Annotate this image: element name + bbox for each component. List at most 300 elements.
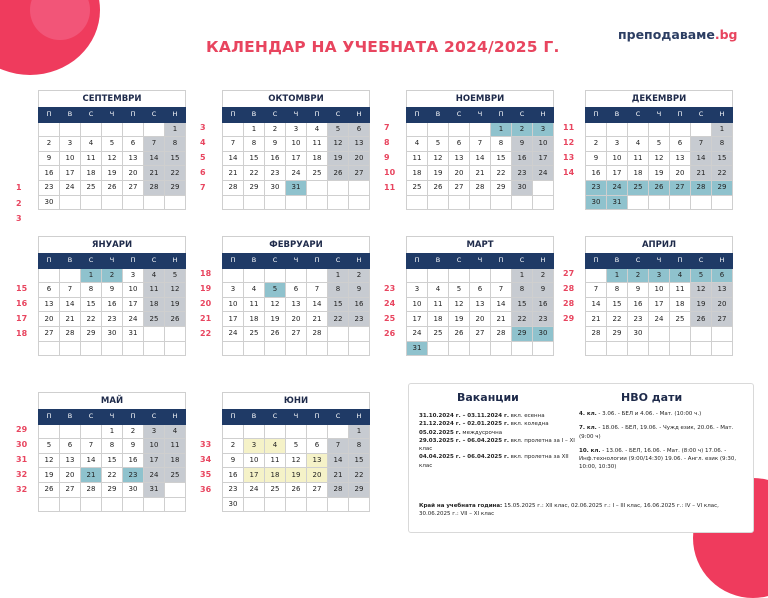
empty-cell	[165, 326, 186, 341]
empty-cell	[407, 268, 428, 283]
day-cell: 30	[586, 195, 607, 210]
week-number: 2	[16, 198, 22, 208]
day-cell: 11	[165, 439, 186, 454]
day-cell: 30	[102, 326, 123, 341]
week-number: 7	[384, 123, 390, 132]
day-cell: 28	[328, 482, 349, 497]
day-cell: 13	[60, 453, 81, 468]
week-number: 21	[200, 314, 212, 324]
week-number: 18	[16, 329, 28, 339]
weekday-header: П	[223, 108, 244, 123]
day-cell: 29	[712, 180, 733, 195]
day-cell: 4	[265, 439, 286, 454]
day-cell: 30	[628, 326, 649, 341]
empty-cell	[649, 326, 670, 341]
empty-cell	[533, 341, 554, 356]
empty-cell	[244, 268, 265, 283]
empty-cell	[81, 122, 102, 137]
weekday-header: Н	[349, 254, 370, 269]
day-cell: 6	[60, 439, 81, 454]
week-number: 34	[200, 455, 212, 465]
day-cell: 22	[491, 166, 512, 181]
day-cell: 17	[533, 151, 554, 166]
month-grid	[222, 253, 370, 356]
day-cell: 16	[349, 297, 370, 312]
week-number: 22	[200, 329, 212, 339]
day-cell: 23	[123, 468, 144, 483]
month-name: ЮНИ	[222, 392, 370, 409]
empty-cell	[60, 341, 81, 356]
weekday-header: С	[81, 108, 102, 123]
weekday-header: Ч	[102, 410, 123, 425]
day-cell: 9	[123, 439, 144, 454]
day-cell: 17	[244, 468, 265, 483]
day-cell: 6	[286, 283, 307, 298]
week-number: 27	[563, 269, 575, 278]
day-cell: 16	[123, 453, 144, 468]
day-cell: 3	[607, 137, 628, 152]
day-cell: 10	[244, 453, 265, 468]
weekday-header: П	[586, 108, 607, 123]
empty-cell	[449, 341, 470, 356]
month-grid	[222, 107, 370, 210]
day-cell: 8	[491, 137, 512, 152]
weekday-header: П	[123, 410, 144, 425]
day-cell: 7	[307, 283, 328, 298]
day-cell: 10	[407, 297, 428, 312]
week-number: 9	[384, 153, 390, 163]
day-cell: 31	[286, 180, 307, 195]
empty-cell	[349, 180, 370, 195]
empty-cell	[491, 341, 512, 356]
weekday-header: С	[628, 254, 649, 269]
day-cell: 17	[286, 151, 307, 166]
month-0	[38, 90, 186, 210]
week-number: 28	[563, 284, 575, 294]
day-cell: 12	[39, 453, 60, 468]
weekday-header: П	[407, 108, 428, 123]
empty-cell	[428, 122, 449, 137]
empty-cell	[349, 497, 370, 512]
weekday-header: В	[60, 108, 81, 123]
day-cell: 24	[649, 312, 670, 327]
weekday-header: П	[307, 254, 328, 269]
empty-cell	[670, 326, 691, 341]
day-cell: 8	[102, 439, 123, 454]
empty-cell	[491, 195, 512, 210]
week-number: 31	[16, 455, 28, 465]
day-cell: 8	[349, 439, 370, 454]
weekday-header: Н	[165, 254, 186, 269]
day-cell: 15	[81, 297, 102, 312]
day-cell: 2	[123, 424, 144, 439]
empty-cell	[286, 195, 307, 210]
empty-cell	[328, 341, 349, 356]
day-cell: 27	[39, 326, 60, 341]
week-number: 36	[200, 485, 212, 495]
day-cell: 8	[244, 137, 265, 152]
day-cell: 10	[223, 297, 244, 312]
week-number: 1	[16, 183, 22, 193]
day-cell: 11	[244, 297, 265, 312]
day-cell: 15	[102, 453, 123, 468]
day-cell: 13	[670, 151, 691, 166]
day-cell: 21	[223, 166, 244, 181]
empty-cell	[349, 195, 370, 210]
day-cell: 27	[712, 312, 733, 327]
vacations-title: Ваканции	[457, 391, 519, 404]
day-cell: 20	[670, 166, 691, 181]
empty-cell	[407, 195, 428, 210]
empty-cell	[39, 341, 60, 356]
day-cell: 25	[670, 312, 691, 327]
day-cell: 3	[123, 268, 144, 283]
day-cell: 28	[691, 180, 712, 195]
day-cell: 19	[165, 297, 186, 312]
weekday-header: В	[428, 254, 449, 269]
day-cell: 14	[586, 297, 607, 312]
empty-cell	[328, 497, 349, 512]
month-grid	[585, 253, 733, 356]
day-cell: 2	[39, 137, 60, 152]
day-cell: 21	[307, 312, 328, 327]
empty-cell	[286, 341, 307, 356]
day-cell: 1	[328, 268, 349, 283]
day-cell: 14	[81, 453, 102, 468]
logo-main: преподаваме	[618, 27, 715, 42]
empty-cell	[628, 122, 649, 137]
day-cell: 13	[449, 151, 470, 166]
day-cell: 24	[223, 326, 244, 341]
empty-cell	[81, 341, 102, 356]
day-cell: 26	[328, 166, 349, 181]
day-cell: 31	[123, 326, 144, 341]
weekday-header: С	[81, 410, 102, 425]
empty-cell	[244, 497, 265, 512]
empty-cell	[349, 341, 370, 356]
day-cell: 14	[60, 297, 81, 312]
month-4	[38, 236, 186, 356]
weekday-header: П	[39, 254, 60, 269]
weekday-header: С	[691, 108, 712, 123]
day-cell: 21	[586, 312, 607, 327]
day-cell: 14	[144, 151, 165, 166]
week-number: 15	[16, 284, 28, 294]
empty-cell	[39, 424, 60, 439]
month-name: ОКТОМВРИ	[222, 90, 370, 107]
day-cell: 29	[491, 180, 512, 195]
weekday-header: С	[328, 254, 349, 269]
day-cell: 9	[586, 151, 607, 166]
weekday-header: П	[39, 108, 60, 123]
day-cell: 4	[428, 283, 449, 298]
day-cell: 11	[265, 453, 286, 468]
day-cell: 28	[223, 180, 244, 195]
day-cell: 26	[265, 326, 286, 341]
day-cell: 5	[691, 268, 712, 283]
month-grid	[38, 253, 186, 356]
empty-cell	[286, 268, 307, 283]
day-cell: 29	[81, 326, 102, 341]
empty-cell	[265, 497, 286, 512]
month-9	[222, 392, 370, 512]
month-grid	[585, 107, 733, 210]
day-cell: 4	[407, 137, 428, 152]
day-cell: 13	[39, 297, 60, 312]
weekday-header: С	[144, 410, 165, 425]
month-name: СЕПТЕМВРИ	[38, 90, 186, 107]
nvo-item: 7. кл. - 18.06. - БЕЛ, 19.06. - Чужд език, 20.06. - Мат. (9:00 ч)	[579, 425, 734, 440]
empty-cell	[265, 195, 286, 210]
day-cell: 9	[628, 283, 649, 298]
empty-cell	[628, 195, 649, 210]
day-cell: 12	[102, 151, 123, 166]
empty-cell	[244, 195, 265, 210]
month-name: МАЙ	[38, 392, 186, 409]
day-cell: 24	[533, 166, 554, 181]
empty-cell	[628, 341, 649, 356]
day-cell: 18	[265, 468, 286, 483]
day-cell: 19	[449, 312, 470, 327]
day-cell: 2	[265, 122, 286, 137]
weekday-header: П	[123, 254, 144, 269]
logo-suffix: .bg	[714, 27, 738, 42]
weekday-header: В	[60, 410, 81, 425]
month-1	[222, 90, 370, 210]
empty-cell	[60, 497, 81, 512]
empty-cell	[428, 268, 449, 283]
day-cell: 6	[712, 268, 733, 283]
day-cell: 27	[60, 482, 81, 497]
empty-cell	[102, 195, 123, 210]
empty-cell	[670, 195, 691, 210]
week-number: 29	[16, 425, 28, 434]
day-cell: 6	[123, 137, 144, 152]
weekday-header: С	[628, 108, 649, 123]
day-cell: 24	[607, 180, 628, 195]
day-cell: 1	[512, 268, 533, 283]
day-cell: 22	[712, 166, 733, 181]
day-cell: 29	[512, 326, 533, 341]
day-cell: 4	[144, 268, 165, 283]
weekday-header: П	[223, 410, 244, 425]
day-cell: 4	[81, 137, 102, 152]
day-cell: 13	[349, 137, 370, 152]
weekday-header: Н	[712, 108, 733, 123]
empty-cell	[307, 341, 328, 356]
month-grid	[222, 409, 370, 512]
day-cell: 5	[102, 137, 123, 152]
day-cell: 23	[223, 482, 244, 497]
week-number: 35	[200, 470, 212, 480]
day-cell: 1	[102, 424, 123, 439]
month-name: ФЕВРУАРИ	[222, 236, 370, 253]
day-cell: 6	[39, 283, 60, 298]
weekday-header: В	[428, 108, 449, 123]
day-cell: 2	[533, 268, 554, 283]
weekday-header: П	[491, 108, 512, 123]
day-cell: 21	[491, 312, 512, 327]
day-cell: 28	[586, 326, 607, 341]
day-cell: 6	[449, 137, 470, 152]
vacation-item: 05.02.2025 г. междусрочна	[419, 429, 503, 436]
empty-cell	[165, 341, 186, 356]
month-name: ЯНУАРИ	[38, 236, 186, 253]
day-cell: 4	[628, 137, 649, 152]
day-cell: 30	[265, 180, 286, 195]
day-cell: 15	[349, 453, 370, 468]
week-number: 11	[384, 183, 396, 193]
weekday-header: Н	[533, 254, 554, 269]
day-cell: 21	[470, 166, 491, 181]
day-cell: 9	[349, 283, 370, 298]
empty-cell	[244, 341, 265, 356]
day-cell: 31	[407, 341, 428, 356]
day-cell: 26	[428, 180, 449, 195]
empty-cell	[165, 482, 186, 497]
day-cell: 20	[712, 297, 733, 312]
day-cell: 4	[307, 122, 328, 137]
day-cell: 21	[691, 166, 712, 181]
day-cell: 23	[586, 180, 607, 195]
day-cell: 10	[144, 439, 165, 454]
weekday-header: П	[307, 410, 328, 425]
page-title: КАЛЕНДАР НА УЧЕБНАТА 2024/2025 Г.	[206, 38, 560, 56]
week-number: 29	[563, 314, 575, 324]
vacation-item: 21.12.2024 г. – 02.01.2025 г. вкл. коледна	[419, 421, 549, 428]
day-cell: 25	[407, 180, 428, 195]
day-cell: 14	[328, 453, 349, 468]
day-cell: 5	[165, 268, 186, 283]
week-number: 23	[384, 284, 396, 294]
day-cell: 10	[533, 137, 554, 152]
day-cell: 14	[691, 151, 712, 166]
day-cell: 7	[223, 137, 244, 152]
weekday-header: С	[512, 254, 533, 269]
nvo-item: 4. кл. - 3.06. - БЕЛ и 4.06. - Мат. (10:00 ч.)	[579, 411, 702, 417]
empty-cell	[407, 122, 428, 137]
month-name: НОЕМВРИ	[406, 90, 554, 107]
day-cell: 2	[512, 122, 533, 137]
day-cell: 22	[328, 312, 349, 327]
weekday-header: Ч	[286, 410, 307, 425]
month-grid	[406, 253, 554, 356]
day-cell: 15	[244, 151, 265, 166]
day-cell: 19	[649, 166, 670, 181]
week-number: 32	[16, 485, 28, 495]
day-cell: 19	[328, 151, 349, 166]
week-number: 30	[16, 440, 28, 450]
empty-cell	[307, 268, 328, 283]
day-cell: 27	[470, 326, 491, 341]
weekday-header: П	[39, 410, 60, 425]
day-cell: 20	[470, 312, 491, 327]
week-number: 4	[200, 138, 206, 148]
day-cell: 25	[165, 468, 186, 483]
week-number: 32	[16, 470, 28, 480]
day-cell: 16	[628, 297, 649, 312]
empty-cell	[81, 497, 102, 512]
day-cell: 26	[165, 312, 186, 327]
empty-cell	[328, 180, 349, 195]
day-cell: 4	[670, 268, 691, 283]
empty-cell	[286, 424, 307, 439]
week-number: 13	[563, 153, 575, 163]
day-cell: 30	[512, 180, 533, 195]
day-cell: 27	[449, 180, 470, 195]
day-cell: 20	[349, 151, 370, 166]
day-cell: 6	[670, 137, 691, 152]
day-cell: 7	[470, 137, 491, 152]
day-cell: 16	[102, 297, 123, 312]
day-cell: 13	[307, 453, 328, 468]
month-name: МАРТ	[406, 236, 554, 253]
empty-cell	[533, 180, 554, 195]
empty-cell	[102, 497, 123, 512]
day-cell: 16	[533, 297, 554, 312]
day-cell: 1	[712, 122, 733, 137]
day-cell: 24	[244, 482, 265, 497]
day-cell: 7	[60, 283, 81, 298]
day-cell: 19	[265, 312, 286, 327]
day-cell: 14	[223, 151, 244, 166]
day-cell: 11	[670, 283, 691, 298]
empty-cell	[123, 122, 144, 137]
site-logo[interactable]	[618, 27, 738, 42]
day-cell: 17	[144, 453, 165, 468]
day-cell: 3	[60, 137, 81, 152]
nvo-list	[579, 410, 749, 478]
empty-cell	[123, 195, 144, 210]
day-cell: 15	[712, 151, 733, 166]
day-cell: 2	[349, 268, 370, 283]
day-cell: 28	[307, 326, 328, 341]
day-cell: 27	[307, 482, 328, 497]
day-cell: 28	[470, 180, 491, 195]
day-cell: 4	[165, 424, 186, 439]
weekday-header: С	[449, 254, 470, 269]
day-cell: 18	[670, 297, 691, 312]
week-number: 12	[563, 138, 575, 148]
day-cell: 9	[39, 151, 60, 166]
day-cell: 2	[102, 268, 123, 283]
empty-cell	[39, 497, 60, 512]
month-2	[406, 90, 554, 210]
month-6	[406, 236, 554, 356]
empty-cell	[349, 326, 370, 341]
empty-cell	[428, 195, 449, 210]
weekday-header: П	[123, 108, 144, 123]
weekday-header: Н	[712, 254, 733, 269]
day-cell: 9	[102, 283, 123, 298]
day-cell: 23	[39, 180, 60, 195]
day-cell: 6	[307, 439, 328, 454]
weekday-header: Н	[349, 108, 370, 123]
empty-cell	[607, 122, 628, 137]
school-year-end: Край на учебната година: 15.05.2025 г.: XII клас, 02.06.2025 г.: I – III клас, 16.06.2025 г.: IV – VI клас, 30.06.2025 г.: VII – XI клас	[419, 503, 719, 517]
weekday-header: В	[607, 108, 628, 123]
day-cell: 20	[286, 312, 307, 327]
day-cell: 22	[102, 468, 123, 483]
week-number: 16	[16, 299, 28, 309]
day-cell: 12	[286, 453, 307, 468]
empty-cell	[265, 341, 286, 356]
day-cell: 13	[712, 283, 733, 298]
week-number: 5	[200, 153, 206, 163]
empty-cell	[81, 195, 102, 210]
weekday-header: С	[691, 254, 712, 269]
vacation-item: 04.04.2025 г. – 06.04.2025 г. вкл. пролетна за XII клас	[419, 454, 569, 469]
